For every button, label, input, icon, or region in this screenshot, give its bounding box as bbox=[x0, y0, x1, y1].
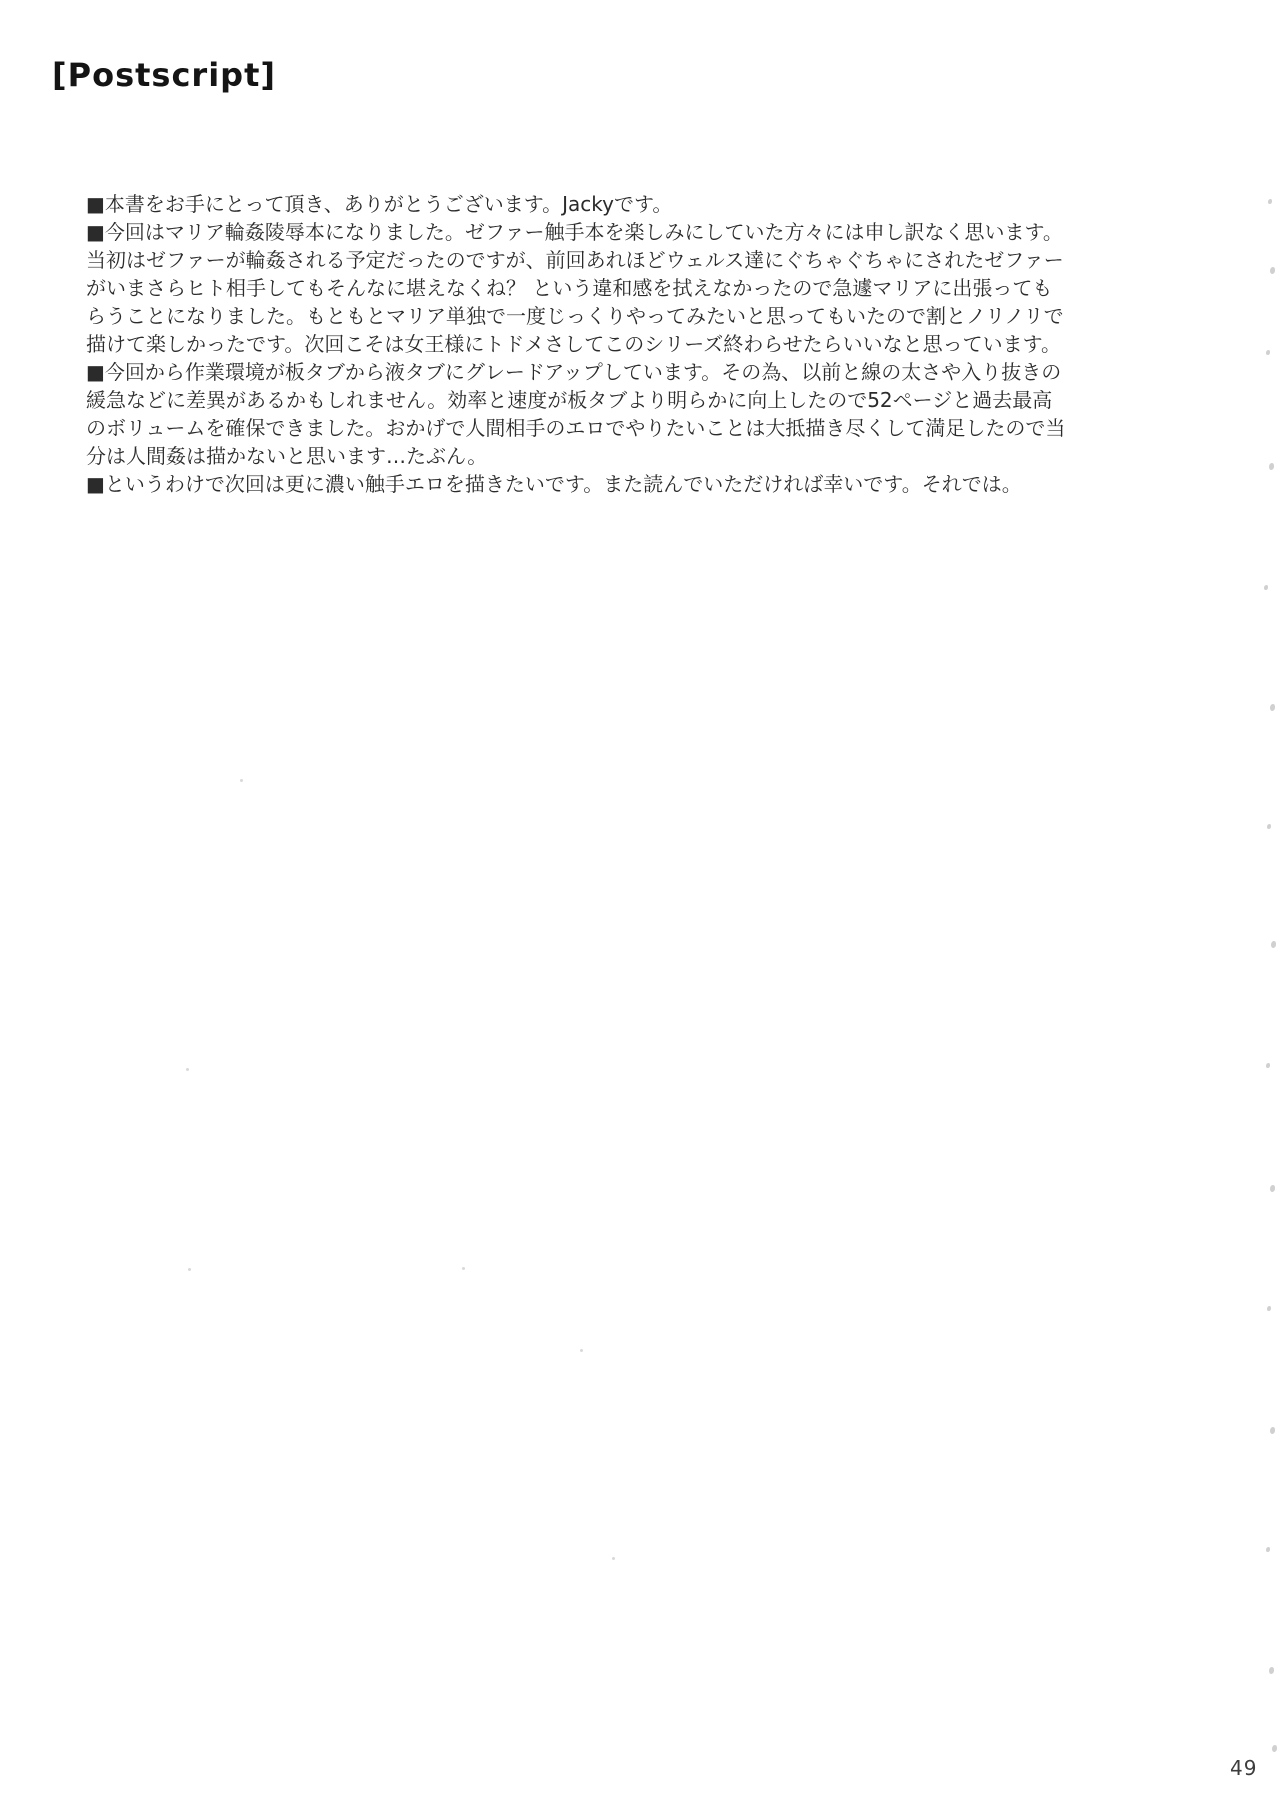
scan-speck bbox=[1271, 941, 1276, 948]
scan-speck bbox=[1269, 1667, 1274, 1674]
text-line: ■今回から作業環境が板タブから液タブにグレードアップしています。その為、以前と線の太さや入り抜きの bbox=[86, 360, 1062, 384]
scan-speck bbox=[1267, 824, 1271, 829]
scan-dot bbox=[186, 1068, 189, 1071]
scan-speck bbox=[1267, 1306, 1271, 1311]
text-line: 緩急などに差異があるかもしれません。効率と速度が板タブより明らかに向上したので52ページと過去最高 bbox=[86, 388, 1053, 412]
text-line: がいまさらヒト相手してもそんなに堪えなくね？ という違和感を拭えなかったので急遽マリアに出張っても bbox=[86, 276, 1053, 300]
scan-speck bbox=[1270, 1185, 1275, 1192]
scan-dot bbox=[188, 1268, 191, 1271]
text-line: らうことになりました。もともとマリア単独で一度じっくりやってみたいと思ってもいたので割とノリノリで bbox=[86, 304, 1064, 328]
scan-speck bbox=[1268, 199, 1272, 204]
scan-dot bbox=[580, 1349, 583, 1352]
page-number: 49 bbox=[1230, 1756, 1258, 1780]
scan-dot bbox=[240, 779, 243, 782]
scan-speck bbox=[1266, 1547, 1270, 1552]
page-title: [Postscript] bbox=[52, 56, 276, 94]
scan-speck bbox=[1266, 350, 1270, 355]
scan-speck bbox=[1270, 704, 1275, 711]
text-line: のボリュームを確保できました。おかげで人間相手のエロでやりたいことは大抵描き尽くして満足したので当 bbox=[86, 416, 1066, 440]
scan-speck bbox=[1269, 463, 1274, 470]
text-line: 分は人間姦は描かないと思います…たぶん。 bbox=[86, 444, 488, 468]
afterword-text bbox=[86, 190, 1090, 498]
scan-speck bbox=[1266, 1063, 1270, 1068]
scan-speck bbox=[1264, 585, 1268, 590]
text-line: ■というわけで次回は更に濃い触手エロを描きたいです。また読んでいただければ幸いです。それでは。 bbox=[86, 472, 1022, 496]
scan-speck bbox=[1270, 267, 1275, 274]
scan-speck bbox=[1270, 1427, 1275, 1434]
text-line: 描けて楽しかったです。次回こそは女王様にトドメさしてこのシリーズ終わらせたらいいなと思っています。 bbox=[86, 332, 1061, 356]
scan-speck bbox=[1272, 1745, 1277, 1752]
text-line: 当初はゼファーが輪姦される予定だったのですが、前回あれほどウェルス達にぐちゃぐちゃにされたゼファー bbox=[86, 248, 1064, 272]
scan-dot bbox=[612, 1557, 615, 1560]
text-line: ■本書をお手にとって頂き、ありがとうございます。Jackyです。 bbox=[86, 192, 673, 216]
text-line: ■今回はマリア輪姦陵辱本になりました。ゼファー触手本を楽しみにしていた方々には申し訳なく思います。 bbox=[86, 220, 1063, 244]
scan-dot bbox=[462, 1267, 465, 1270]
